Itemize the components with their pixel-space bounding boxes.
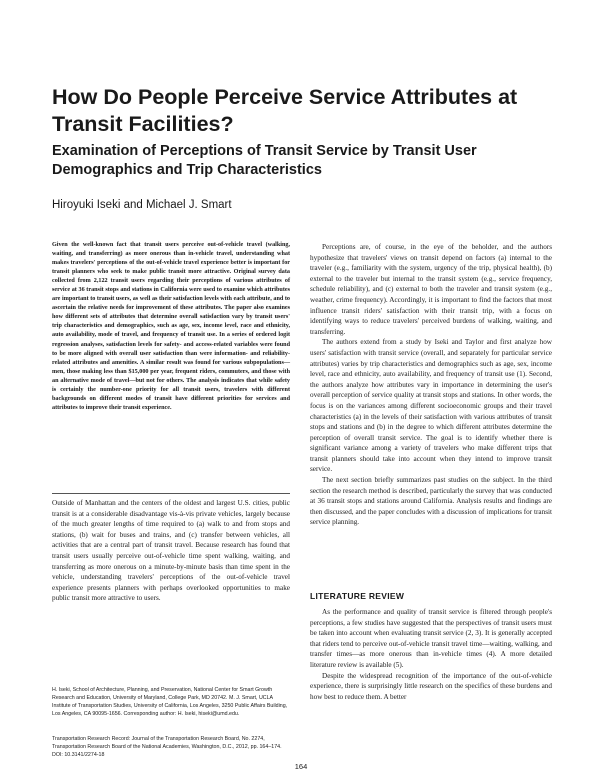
- paper-subtitle: Examination of Perceptions of Transit Service by Transit User Demographics and Trip Characteristics: [52, 143, 477, 178]
- body-paragraph-4: As the performance and quality of transit service is filtered through people's perceptions, a few studies have suggested that the perspectives of transit users must be taken into account when evaluating transit service (2, 3). It is generally accepted that riders tend to perceive out-of-vehicle transit travel time—waiting, walking, and transfer times—as more onerous than in-vehicle times (4). A more detailed literature review is available (5).: [310, 608, 552, 669]
- section-heading-literature-review: LITERATURE REVIEW: [310, 591, 405, 601]
- right-column-literature: [310, 607, 552, 702]
- abstract-divider: [52, 493, 290, 494]
- page-number: 164: [294, 762, 308, 771]
- body-paragraph-2: The authors extend from a study by Iseki and Taylor and first analyze how users' satisfaction with transit service (overall, and separately for particular service attributes) varies by trip characteristics and demographics such as age, sex, income level, race and ethnicity, auto availability, and frequency of transit use (1). Second, the authors analyze how attributes vary in importance in determining the user's overall perception of service quality at transit stops and stations. In other words, the focus is on the variances among different socioeconomic groups and their travel characteristics (a) in the levels of their satisfaction with various attributes of transit stops and stations and (b) in the degree to which different attributes determine the perception of overall transit service. The goal is to identify whether there is significant variance among a variety of travelers who make different trips that transit planners should take into account when they intend to improve transit service.: [310, 338, 552, 474]
- journal-citation-footnote: Transportation Research Record: Journal of the Transportation Research Board, No. 2274, Transportation Research Board of the National Academies, Washington, D.C., 2012, pp. 164–174. DOI: 10.3141/2274-18: [52, 736, 282, 759]
- body-paragraph-5: Despite the widespread recognition of the importance of the out-of-vehicle experience, there is surprisingly little research on the specifics of these burdens and how best to reduce them. A better: [310, 671, 552, 701]
- right-column-intro: [310, 242, 552, 528]
- body-paragraph-3: The next section briefly summarizes past studies on the subject. In the third section the research method is described, particularly the survey that was conducted at 36 transit stops and stations around California. Analysis results and findings are then discussed, and the paper concludes with a discussion of implications for transit service planning.: [310, 476, 552, 527]
- author-affiliation-footnote: H. Iseki, School of Architecture, Planning, and Preservation, National Center for Smart Growth Research and Education, University of Maryland, College Park, MD 20742. M. J. Smart, UCLA Institute of Transportation Studies, University of California, Los Angeles, 3250 Public Affairs Building, Los Angeles, CA 90095-1656. Corresponding author: H. Iseki, hiseki@umd.edu.: [52, 687, 288, 718]
- author-list: Hiroyuki Iseki and Michael J. Smart: [52, 199, 232, 211]
- body-paragraph-1: Perceptions are, of course, in the eye of the beholder, and the authors hypothesize that travelers' views on transit depend on factors (a) internal to the traveler (e.g., familiarity with the system, urgency of the trip, physical health), (b) external to the traveler but internal to the transit system (e.g., service frequency, schedule reliability), and (c) external to both the traveler and transit system (e.g., weather, crime frequency). Accordingly, it is important to find the factors that most influence transit riders' satisfaction with their transit trip, with a focus on identifying ways to reduce travelers' perceived burdens of walking, waiting, and transferring.: [310, 243, 552, 336]
- abstract: Given the well-known fact that transit users perceive out-of-vehicle travel (walking, waiting, and transferring) as more onerous than in-vehicle travel, understanding what makes travelers' perceptions of the out-of-vehicle travel experience better is important for transit planners who seek to make public transit more attractive. Original survey data collected from 2,122 transit users regarding their perceptions of various attributes of service at 36 transit stops and stations in California were used to examine which attributes are important to transit users, as well as their satisfaction levels with each attribute, and to ascertain the relative needs for improvement of these attributes. The paper also examines how different sets of attributes that determine overall satisfaction vary by transit users' trip characteristics and demographics, such as age, sex, income level, race and ethnicity, auto availability, mode of travel, and frequency of transit use. In a series of ordered logit regression analyses, satisfaction levels for safety- and access-related variables were found to be more aligned with overall user satisfaction than were information- and reliability-related attributes and amenities. A similar result was found for various subpopulations—men, those making less than $15,000 per year, frequent riders, commuters, and those with an alternative mode of travel—but not for others. The analysis indicates that while safety is certainly the number-one priority for all transit users, travelers with different backgrounds on different modes of transit have different priorities for services and attributes to improve their transit experience.: [52, 242, 290, 411]
- intro-paragraph: Outside of Manhattan and the centers of the oldest and largest U.S. cities, public transit is at a considerable disadvantage vis-à-vis private vehicles, largely because of the much greater lengths of time required to (a) walk to and from stops and stations, (b) wait for buses and trains, and (c) transfer between vehicles, all activities that are a central part of transit travel. Because research has found that transit users usually perceive out-of-vehicle time spent walking, waiting, and transferring as more onerous on a minute-by-minute basis than time spent in the vehicle, understanding travelers' perceptions of the out-of-vehicle travel experience presents planners with perhaps overlooked opportunities to make public transit more attractive to users.: [52, 499, 290, 603]
- paper-title: How Do People Perceive Service Attributes at Transit Facilities?: [52, 85, 518, 136]
